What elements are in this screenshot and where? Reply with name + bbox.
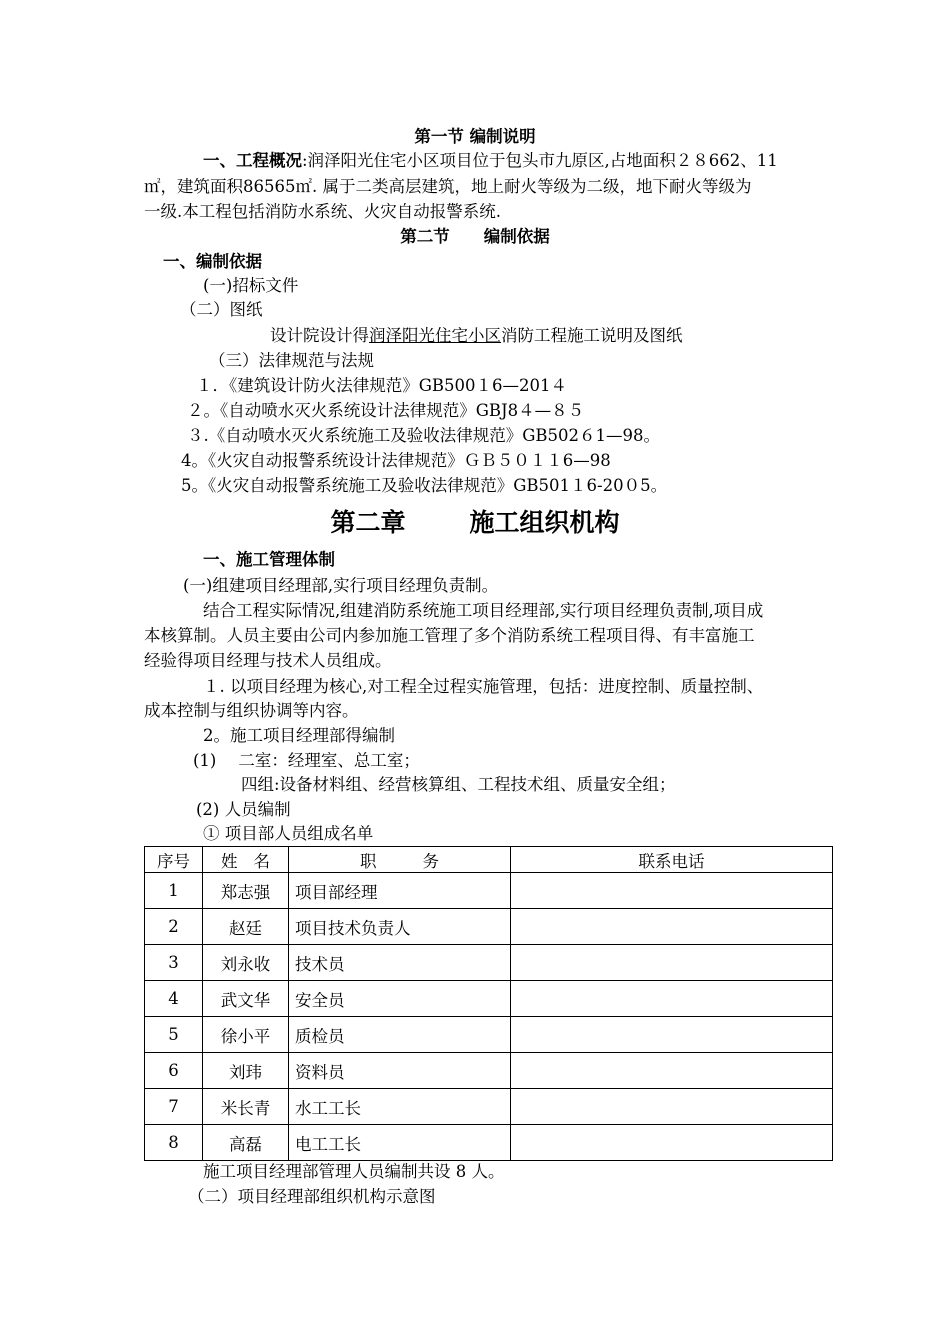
cell-no: 8 (145, 1125, 203, 1161)
staff-total: 施工项目经理部管理人员编制共设 8 人。 (203, 1162, 505, 1181)
cell-role: 电工工长 (289, 1125, 511, 1161)
cell-phone (511, 1053, 833, 1089)
cell-role: 技术员 (289, 945, 511, 981)
roster-title: ① 项目部人员组成名单 (203, 824, 374, 843)
staff-roster-table (144, 846, 833, 1161)
basis-item-drawings: （二）图纸 (180, 300, 263, 319)
section1-title: 第一节 编制说明 (414, 127, 536, 146)
law-item: ３.《自动喷水灭火系统施工及验收法律规范》GB502６1—98。 (187, 426, 661, 445)
subsection-2: （二）项目经理部组织机构示意图 (188, 1187, 436, 1206)
overview-line-3: 一级.本工程包括消防水系统、火灾自动报警系统. (144, 202, 501, 221)
paragraph-line: 经验得项目经理与技术人员组成。 (144, 651, 392, 670)
table-row (145, 1017, 833, 1053)
paragraph-line: 本核算制。人员主要由公司内参加施工管理了多个消防系统工程项目得、有丰富施工 (144, 626, 755, 645)
cell-no: 2 (145, 909, 203, 945)
point-2-offices (193, 749, 420, 773)
cell-phone (511, 873, 833, 909)
point-2-offices-text: 二室：经理室、总工室； (238, 751, 420, 770)
overview-text-1: :润泽阳光住宅小区项目位于包头市九原区,占地面积２８662、11 (302, 151, 778, 170)
header-name (203, 847, 289, 873)
law-item: 5。《火灾自动报警系统施工及验收法律规范》GB501１6-20０5。 (181, 476, 668, 495)
table-row (145, 1089, 833, 1125)
chapter2-title-text: 施工组织机构 (469, 508, 620, 537)
table-row (145, 909, 833, 945)
header-no: 序号 (145, 847, 203, 873)
cell-phone (511, 945, 833, 981)
basis-heading: 一、编制依据 (163, 252, 262, 271)
cell-name: 武文华 (203, 981, 289, 1017)
cell-no: 7 (145, 1089, 203, 1125)
mgmt-heading: 一、施工管理体制 (203, 550, 335, 569)
point-2-staffing: (2) 人员编制 (196, 800, 291, 819)
cell-no: 5 (145, 1017, 203, 1053)
cell-role: 资料员 (289, 1053, 511, 1089)
subsection-1: (一)组建项目经理部,实行项目经理负责制。 (183, 576, 499, 595)
overview-label: 一、工程概况 (203, 151, 302, 170)
cell-no: 6 (145, 1053, 203, 1089)
section2-title-text: 编制依据 (483, 227, 550, 246)
header-phone: 联系电话 (511, 847, 833, 873)
cell-name: 米长青 (203, 1089, 289, 1125)
drawings-prefix: 设计院设计得 (270, 326, 369, 345)
section2-title (0, 225, 950, 249)
header-role-b: 务 (422, 851, 439, 871)
chapter2-title (0, 507, 950, 539)
basis-item-tender: (一)招标文件 (203, 276, 299, 295)
cell-name: 刘永收 (203, 945, 289, 981)
overview-line-2: ㎡，建筑面积86565㎡. 属于二类高层建筑，地上耐火等级为二级，地下耐火等级为 (144, 177, 752, 196)
header-name-b: 名 (253, 851, 270, 871)
cell-name: 徐小平 (203, 1017, 289, 1053)
law-item: １．《建筑设计防火法律规范》GB500１6—201４ (196, 376, 568, 395)
cell-phone (511, 1017, 833, 1053)
basis-item-laws: （三）法律规范与法规 (209, 351, 374, 370)
section2-title-number: 第二节 (400, 227, 450, 246)
cell-no: 1 (145, 873, 203, 909)
cell-phone (511, 981, 833, 1017)
chapter2-title-number: 第二章 (330, 508, 406, 537)
drawings-project-name: 润泽阳光住宅小区 (369, 326, 501, 345)
paragraph-line: 结合工程实际情况,组建消防系统施工项目经理部,实行项目经理负责制,项目成 (203, 601, 764, 620)
cell-role: 水工工长 (289, 1089, 511, 1125)
drawings-suffix: 消防工程施工说明及图纸 (501, 326, 683, 345)
cell-name: 赵廷 (203, 909, 289, 945)
table-row (145, 945, 833, 981)
table-row (145, 981, 833, 1017)
header-role-a: 职 (360, 851, 377, 871)
drawings-description (270, 324, 683, 348)
header-role (289, 847, 511, 873)
overview-line-1 (203, 149, 778, 173)
header-name-a: 姓 (221, 851, 238, 871)
cell-name: 郑志强 (203, 873, 289, 909)
cell-role: 项目部经理 (289, 873, 511, 909)
point-1-line: 成本控制与组织协调等内容。 (144, 701, 359, 720)
cell-phone (511, 1125, 833, 1161)
cell-role: 项目技术负责人 (289, 909, 511, 945)
law-item: ２。《自动喷水灭火系统设计法律规范》GBJ8４—８５ (187, 401, 585, 420)
cell-no: 4 (145, 981, 203, 1017)
cell-phone (511, 909, 833, 945)
cell-role: 安全员 (289, 981, 511, 1017)
cell-no: 3 (145, 945, 203, 981)
table-row (145, 873, 833, 909)
point-2-groups: 四组:设备材料组、经营核算组、工程技术组、质量安全组； (241, 775, 676, 794)
cell-phone (511, 1089, 833, 1125)
point-2: 2。施工项目经理部得编制 (203, 726, 395, 745)
point-1-line: １. 以项目经理为核心,对工程全过程实施管理，包括：进度控制、质量控制、 (203, 677, 764, 696)
table-header-row (145, 847, 833, 873)
table-row (145, 1125, 833, 1161)
table-row (145, 1053, 833, 1089)
law-item: 4。《火灾自动报警系统设计法律规范》ＧＢ５０１１6—98 (181, 451, 611, 470)
point-2-offices-num: (1) (193, 751, 217, 770)
cell-role: 质检员 (289, 1017, 511, 1053)
cell-name: 高磊 (203, 1125, 289, 1161)
cell-name: 刘玮 (203, 1053, 289, 1089)
